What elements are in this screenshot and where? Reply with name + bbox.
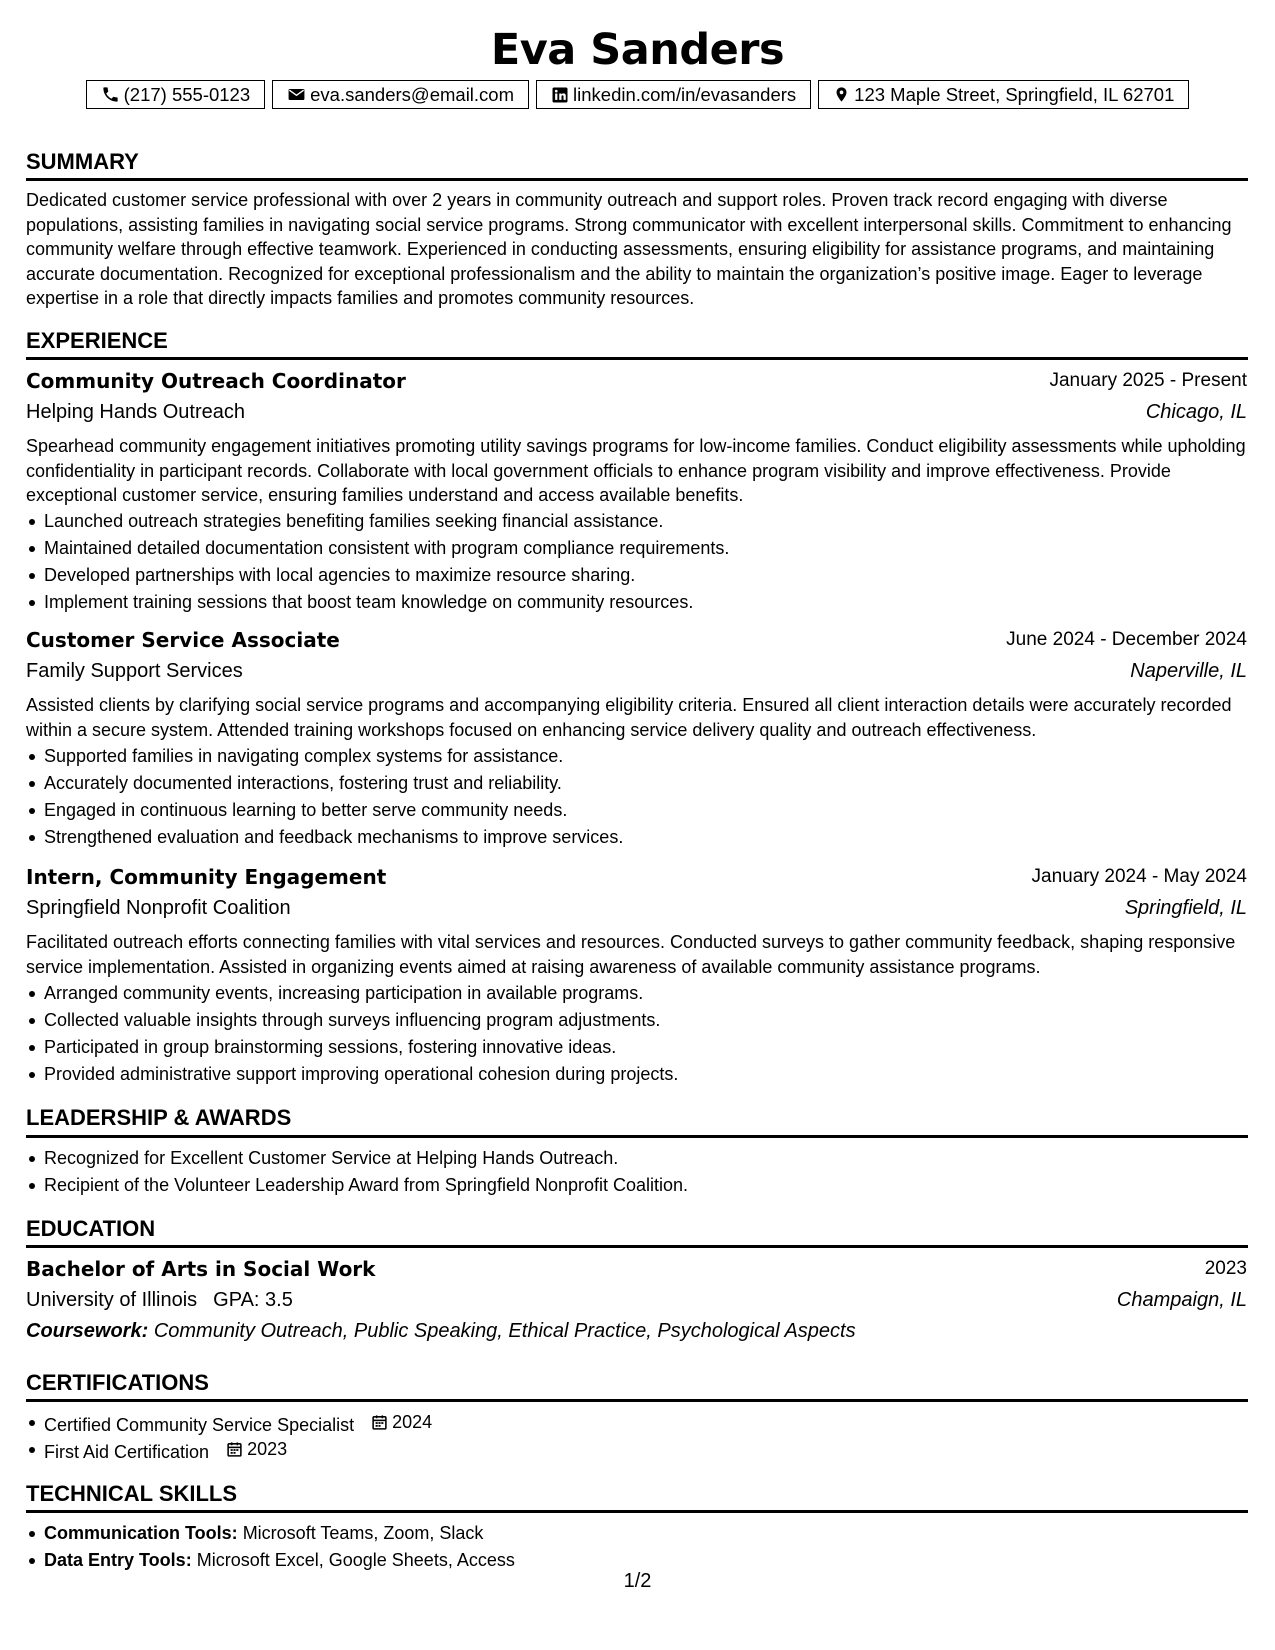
job-bullets (26, 743, 1248, 851)
list-item: Accurately documented interactions, fostering trust and reliability. (26, 770, 1248, 797)
calendar-icon (371, 1414, 388, 1431)
section-divider (26, 1245, 1248, 1248)
page-number: 1/2 (623, 1570, 652, 1592)
list-item: Participated in group brainstorming sessions, fostering innovative ideas. (26, 1034, 1248, 1061)
skills-list (26, 1520, 1248, 1574)
gpa: GPA: 3.5 (213, 1289, 293, 1311)
list-item: Recognized for Excellent Customer Service at Helping Hands Outreach. (26, 1145, 1248, 1172)
list-item: Recipient of the Volunteer Leadership Award from Springfield Nonprofit Coalition. (26, 1172, 1248, 1199)
summary-text: Dedicated customer service professional with over 2 years in community outreach and support roles. Proven track record engaging with diverse populations, assisting families in navigating social service programs. Strong communicator with excellent interpersonal skills. Commitment to enhancing community welfare through effective teamwork. Experienced in conducting assessments, ensuring eligibility for assistance programs, and maintaining accurate documentation. Recognized for exceptional professionalism and the ability to maintain the organization’s positive image. Eager to leverage expertise in a role that directly impacts families and promotes community resources. (26, 190, 1232, 308)
contact-phone-text: (217) 555-0123 (123, 83, 251, 105)
candidate-name: Eva Sanders (490, 25, 785, 75)
contact-phone[interactable] (86, 80, 266, 109)
section-divider (26, 1510, 1248, 1513)
cert-year: 2023 (247, 1439, 288, 1459)
coursework-label: Coursework: (26, 1320, 149, 1342)
section-divider (26, 178, 1248, 181)
school-line (26, 1287, 293, 1313)
skill-label: Data Entry Tools: (44, 1550, 192, 1570)
list-item: Maintained detailed documentation consistent with program compliance requirements. (26, 535, 1248, 562)
job-description: Facilitated outreach efforts connecting families with vital services and resources. Conducted surveys to gather community feedback, shaping responsive service implementation. Assisted in organizing events aimed at raising awareness of available community assistance programs. (26, 932, 1236, 977)
job-title: Intern, Community Engagement (26, 865, 387, 889)
linkedin-icon (551, 86, 569, 104)
contact-address[interactable] (818, 80, 1189, 109)
leadership-list (26, 1145, 1248, 1199)
job-dates: January 2025 - Present (1049, 370, 1247, 391)
degree-title: Bachelor of Arts in Social Work (26, 1257, 376, 1281)
job-organization: Springfield Nonprofit Coalition (26, 897, 291, 919)
job-location: Chicago, IL (1145, 401, 1247, 423)
job-dates: June 2024 - December 2024 (1006, 629, 1247, 650)
contact-bar (0, 80, 1275, 109)
map-pin-icon (833, 85, 850, 104)
section-title-leadership: LEADERSHIP & AWARDS (26, 1105, 292, 1130)
graduation-year: 2023 (1204, 1258, 1247, 1279)
list-item: Provided administrative support improving operational cohesion during projects. (26, 1061, 1248, 1088)
calendar-icon (226, 1441, 243, 1458)
section-title-experience: EXPERIENCE (26, 328, 168, 353)
cert-date (371, 1409, 432, 1436)
job-title: Community Outreach Coordinator (26, 369, 406, 393)
list-item (26, 1436, 1248, 1463)
cert-name: Certified Community Service Specialist (44, 1415, 355, 1435)
list-item: Implement training sessions that boost team knowledge on community resources. (26, 589, 1248, 616)
school-name: University of Illinois (26, 1289, 198, 1311)
job-organization: Helping Hands Outreach (26, 401, 246, 423)
section-title-education: EDUCATION (26, 1216, 156, 1241)
phone-icon (101, 85, 120, 104)
contact-email[interactable] (272, 80, 529, 109)
section-divider (26, 1399, 1248, 1402)
cert-name: First Aid Certification (44, 1442, 210, 1462)
coursework (26, 1318, 856, 1344)
coursework-list: Community Outreach, Public Speaking, Ethical Practice, Psychological Aspects (153, 1320, 856, 1342)
cert-year: 2024 (392, 1412, 433, 1432)
skill-value: Microsoft Teams, Zoom, Slack (242, 1523, 484, 1543)
envelope-icon (287, 85, 306, 104)
list-item: Developed partnerships with local agencies to maximize resource sharing. (26, 562, 1248, 589)
certification-list (26, 1409, 1248, 1463)
section-title-skills: TECHNICAL SKILLS (26, 1481, 238, 1506)
section-divider (26, 357, 1248, 360)
section-title-certifications: CERTIFICATIONS (26, 1370, 209, 1395)
school-location: Champaign, IL (1116, 1289, 1247, 1311)
job-location: Naperville, IL (1130, 660, 1247, 682)
list-item: Engaged in continuous learning to better serve community needs. (26, 797, 1248, 824)
contact-linkedin-text: linkedin.com/in/evasanders (573, 83, 797, 105)
contact-address-text: 123 Maple Street, Springfield, IL 62701 (854, 83, 1175, 105)
list-item: Arranged community events, increasing participation in available programs. (26, 980, 1248, 1007)
job-title: Customer Service Associate (26, 628, 340, 652)
job-bullets (26, 980, 1248, 1088)
job-organization: Family Support Services (26, 660, 243, 682)
list-item: Launched outreach strategies benefiting families seeking financial assistance. (26, 508, 1248, 535)
list-item: Collected valuable insights through surveys influencing program adjustments. (26, 1007, 1248, 1034)
skill-label: Communication Tools: (44, 1523, 238, 1543)
contact-email-text: eva.sanders@email.com (310, 83, 515, 105)
skill-value: Microsoft Excel, Google Sheets, Access (196, 1550, 515, 1570)
job-location: Springfield, IL (1124, 897, 1247, 919)
list-item (26, 1409, 1248, 1436)
list-item (26, 1520, 1248, 1547)
list-item: Supported families in navigating complex systems for assistance. (26, 743, 1248, 770)
job-dates: January 2024 - May 2024 (1031, 866, 1247, 887)
job-description: Spearhead community engagement initiatives promoting utility savings programs for low-income families. Conduct eligibility assessments while upholding confidentiality in participant records. Collaborate with local government officials to enhance program visibility and improve effectiveness. Provide exceptional customer service, ensuring families understand and access available benefits. (26, 436, 1246, 505)
section-divider (26, 1135, 1248, 1138)
cert-date (226, 1436, 287, 1463)
section-title-summary: SUMMARY (26, 149, 139, 174)
job-description: Assisted clients by clarifying social service programs and accompanying eligibility criteria. Ensured all client interaction details were accurately recorded within a secure system. Attended training workshops focused on enhancing service delivery quality and outreach effectiveness. (26, 695, 1232, 740)
contact-linkedin[interactable] (536, 80, 811, 109)
job-bullets (26, 508, 1248, 616)
list-item: Strengthened evaluation and feedback mechanisms to improve services. (26, 824, 1248, 851)
